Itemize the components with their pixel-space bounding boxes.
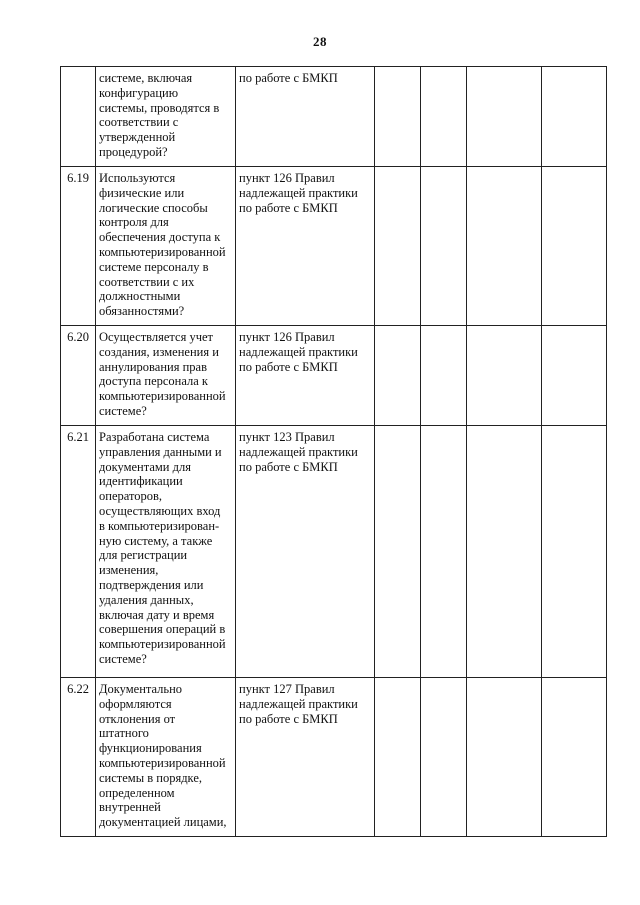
remarks-cell bbox=[542, 678, 607, 837]
answer-no-cell bbox=[421, 67, 467, 167]
page-number: 28 bbox=[313, 34, 327, 49]
not-applicable-cell bbox=[467, 167, 542, 326]
checklist-table bbox=[60, 66, 607, 837]
table-row bbox=[61, 67, 607, 167]
item-number bbox=[61, 67, 96, 167]
table-row bbox=[61, 678, 607, 837]
remarks-cell bbox=[542, 326, 607, 426]
legal-reference: пункт 126 Правил надлежащей практики по работе с БМКП bbox=[236, 326, 375, 426]
legal-reference: по работе с БМКП bbox=[236, 67, 375, 167]
not-applicable-cell bbox=[467, 426, 542, 678]
legal-reference: пункт 126 Правил надлежащей практики по работе с БМКП bbox=[236, 167, 375, 326]
answer-yes-cell bbox=[375, 67, 421, 167]
not-applicable-cell bbox=[467, 678, 542, 837]
question-text: системе, включая конфигурацию системы, проводятся в соответствии с утвержденной процедурой? bbox=[96, 67, 236, 167]
legal-reference: пункт 127 Правил надлежащей практики по работе с БМКП bbox=[236, 678, 375, 837]
answer-no-cell bbox=[421, 678, 467, 837]
table-row bbox=[61, 426, 607, 678]
answer-no-cell bbox=[421, 326, 467, 426]
not-applicable-cell bbox=[467, 67, 542, 167]
question-text: Осуществляется учет создания, изменения и аннулирования прав доступа персонала к компьютеризированной системе? bbox=[96, 326, 236, 426]
legal-reference: пункт 123 Правил надлежащей практики по работе с БМКП bbox=[236, 426, 375, 678]
table-row bbox=[61, 326, 607, 426]
item-number: 6.21 bbox=[61, 426, 96, 678]
answer-yes-cell bbox=[375, 678, 421, 837]
remarks-cell bbox=[542, 67, 607, 167]
question-text: Разработана система управления данными и документами для идентификации операторов, осуществляющих вход в компьютеризирован- ную систему, а также для регистрации изменения, подтверждения или удаления данных, включая дату и время совершения операций в компьютеризированной системе? bbox=[96, 426, 236, 678]
not-applicable-cell bbox=[467, 326, 542, 426]
answer-yes-cell bbox=[375, 167, 421, 326]
question-text: Используются физические или логические способы контроля для обеспечения доступа к компьютеризированной системе персоналу в соответствии с их должностными обязанностями? bbox=[96, 167, 236, 326]
item-number: 6.19 bbox=[61, 167, 96, 326]
remarks-cell bbox=[542, 167, 607, 326]
remarks-cell bbox=[542, 426, 607, 678]
item-number: 6.22 bbox=[61, 678, 96, 837]
question-text: Документально оформляются отклонения от штатного функционирования компьютеризированной системы в порядке, определенном внутренней документацией лицами, bbox=[96, 678, 236, 837]
table-row bbox=[61, 167, 607, 326]
answer-yes-cell bbox=[375, 326, 421, 426]
item-number: 6.20 bbox=[61, 326, 96, 426]
answer-no-cell bbox=[421, 426, 467, 678]
answer-no-cell bbox=[421, 167, 467, 326]
answer-yes-cell bbox=[375, 426, 421, 678]
